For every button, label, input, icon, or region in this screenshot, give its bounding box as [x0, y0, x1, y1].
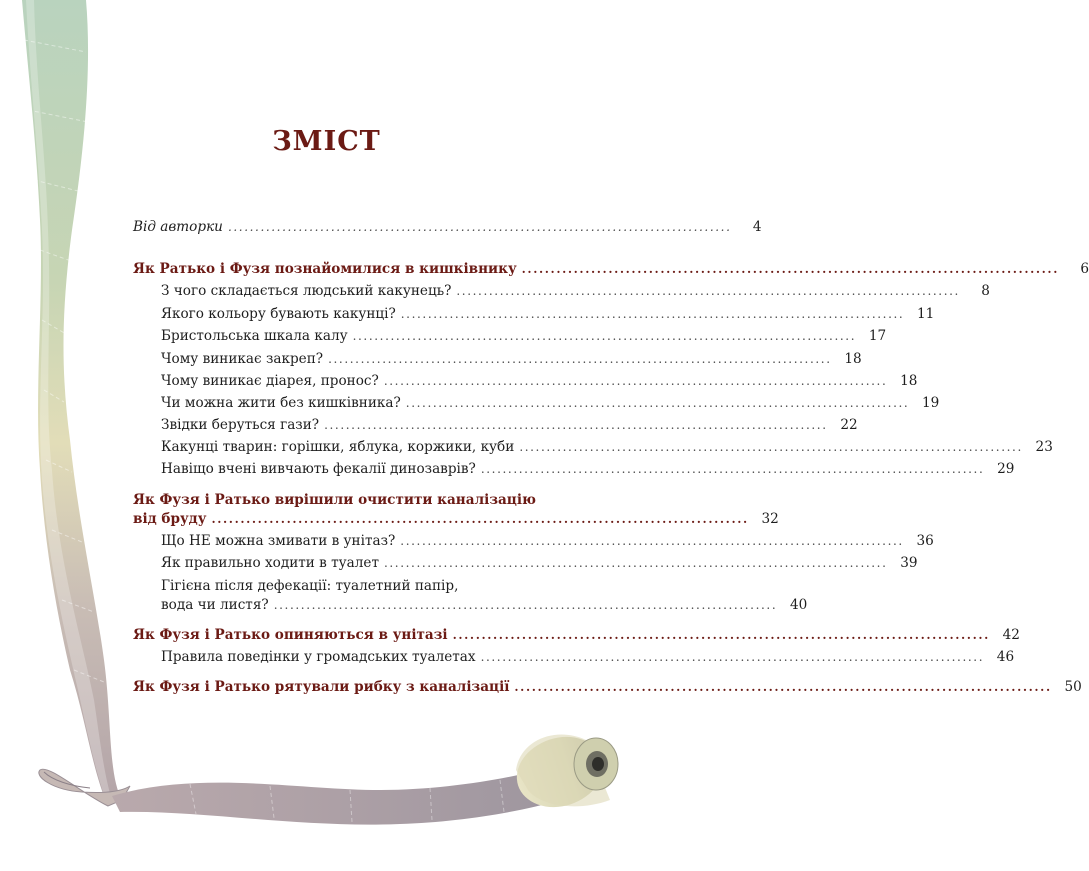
- toc-section-title: Навіщо вчені вивчають фекалії динозаврів?: [161, 461, 476, 477]
- toc-section-title: Чому виникає діарея, пронос?: [161, 373, 379, 389]
- toc-section[interactable]: Навіщо вчені вивчають фекалії динозаврів? ............................................................................................. 29: [161, 461, 1015, 477]
- toc-section[interactable]: Якого кольору бувають какунці? ............................................................................................. 11: [161, 306, 935, 322]
- toc-chapter-1[interactable]: Як Ратько і Фузя познайомилися в кишківнику ............................................................................................. 6: [133, 261, 1089, 277]
- toc-page-number: 4: [752, 219, 762, 235]
- toc-chapter-3[interactable]: Як Фузя і Ратько опиняються в унітазі ............................................................................................. 42: [133, 627, 1020, 643]
- toc-section[interactable]: Звідки беруться гази? ............................................................................................. 22: [161, 417, 858, 433]
- toc-section-title: Чи можна жити без кишківника?: [161, 395, 401, 411]
- toc-page-number: 6: [1080, 261, 1089, 277]
- toc-entry-title: Від авторки: [133, 219, 223, 235]
- toc-page-number: 23: [1035, 439, 1053, 455]
- toc-page-number: 18: [844, 351, 862, 367]
- toc-section[interactable]: Як правильно ходити в туалет ............................................................................................. 39: [161, 555, 918, 571]
- toc-page-number: 32: [761, 511, 779, 527]
- toc-page-number: 17: [868, 328, 887, 344]
- toc-section-title: Правила поведінки у громадських туалетах: [161, 649, 476, 665]
- toc-section[interactable]: Какунці тварин: горішки, яблука, коржики, куби ............................................................................................. 23: [161, 439, 1053, 455]
- toc-section[interactable]: Що НЕ можна змивати в унітаз? ............................................................................................. 36: [161, 533, 934, 549]
- toc-chapter-title: Як Фузя і Ратько опиняються в унітазі: [133, 627, 448, 643]
- toc-section-title: вода чи листя?: [161, 597, 269, 613]
- toc-chapter-title: Як Ратько і Фузя познайомилися в кишківнику: [133, 261, 517, 277]
- toc-section-title: Звідки беруться гази?: [161, 417, 320, 433]
- toc-section-title: Якого кольору бувають какунці?: [161, 306, 396, 322]
- toc-section-title: Що НЕ можна змивати в унітаз?: [161, 533, 396, 549]
- toc-page-number: 8: [981, 283, 990, 299]
- toc-section-title: З чого складається людський какунець?: [161, 283, 452, 299]
- toc-section[interactable]: вода чи листя? ............................................................................................. 40: [161, 597, 808, 613]
- toc-page-number: 46: [996, 649, 1015, 665]
- toc-section-title: Какунці тварин: горішки, яблука, коржики, куби: [161, 439, 515, 455]
- toc-section[interactable]: З чого складається людський какунець? ............................................................................................. 8: [161, 283, 990, 299]
- toc-section-title-line1[interactable]: Гігієна після дефекації: туалетний папір,: [161, 578, 459, 594]
- toc-page-number: 40: [789, 597, 808, 613]
- toc-section[interactable]: Чому виникає діарея, пронос? ............................................................................................. 18: [161, 373, 918, 389]
- toc-section[interactable]: Бристольська шкала калу ............................................................................................. 17: [161, 328, 887, 344]
- toc-page-number: 29: [997, 461, 1015, 477]
- toc-page-number: 22: [840, 417, 858, 433]
- toc-page-number: 18: [900, 373, 918, 389]
- toc-chapter-4[interactable]: Як Фузя і Ратько рятували рибку з каналізації ............................................................................................. 50: [133, 679, 1082, 695]
- page-title: ЗМІСТ: [272, 126, 381, 157]
- toc-chapter-title: від бруду: [133, 511, 207, 527]
- toc-chapter-2[interactable]: від бруду ............................................................................................. 32: [133, 511, 779, 527]
- toc-page-number: 19: [922, 395, 940, 411]
- toc-page-number: 11: [917, 306, 935, 322]
- toc-entry-foreword[interactable]: Від авторки ............................................................................................. 4: [133, 219, 762, 235]
- toc-page-number: 36: [916, 533, 934, 549]
- toc-section[interactable]: Правила поведінки у громадських туалетах ............................................................................................. 46: [161, 649, 1015, 665]
- toc-section[interactable]: Чому виникає закреп? ............................................................................................. 18: [161, 351, 862, 367]
- toc-page-number: 50: [1064, 679, 1082, 695]
- toc-page-number: 42: [1002, 627, 1020, 643]
- toc-page-number: 39: [900, 555, 918, 571]
- toc-section-title: Чому виникає закреп?: [161, 351, 324, 367]
- toc-chapter-title: Як Фузя і Ратько рятували рибку з каналізації: [133, 679, 510, 695]
- toc-section-title: Бристольська шкала калу: [161, 328, 348, 344]
- toc-section-title: Як правильно ходити в туалет: [161, 555, 379, 571]
- toc-chapter-2-title-line1[interactable]: Як Фузя і Ратько вирішили очистити каналізацію: [133, 492, 536, 508]
- toc-section[interactable]: Чи можна жити без кишківника? ............................................................................................. 19: [161, 395, 940, 411]
